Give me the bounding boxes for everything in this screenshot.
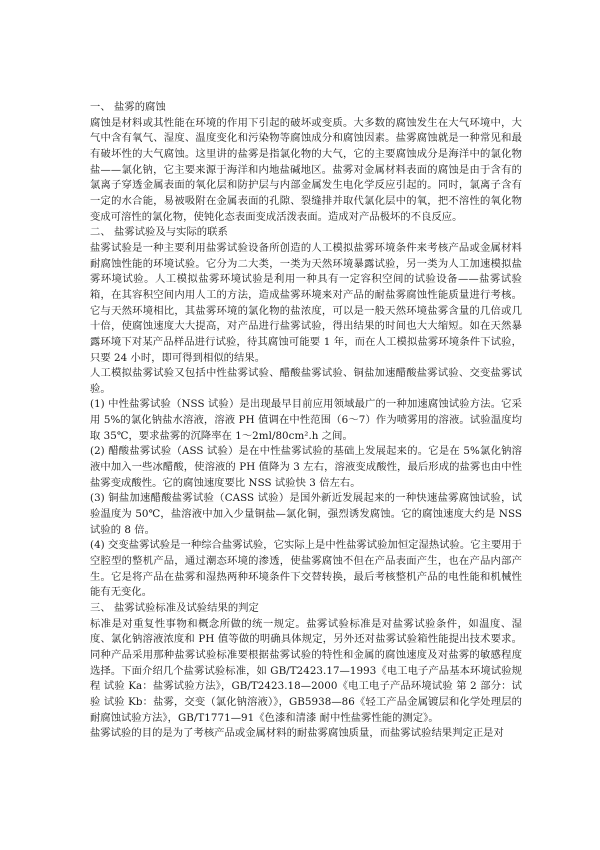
section-1-heading: 一、 盐雾的腐蚀: [90, 101, 166, 113]
section-1-paragraph: 腐蚀是材料或其性能在环境的作用下引起的破坏或变质。大多数的腐蚀发生在大气环境中，大气中含有氧气、湿度、温度变化和污染物等腐蚀成分和腐蚀因素。盐雾腐蚀就是一种常见和最有破坏性的大气腐蚀。这里讲的盐雾是指氯化物的大气，它的主要腐蚀成分是海洋中的氯化物盐——氯化钠，它主要来源于海洋和内地盐碱地区。盐雾对金属材料表面的腐蚀是由于含有的氯离子穿透金属表面的氧化层和防护层与内部金属发生电化学反应引起的。同时，氯离子含有一定的水合能，易被吸附在金属表面的孔隙、裂缝排并取代氯化层中的氧，把不溶性的氧化物变成可溶性的氯化物，使钝化态表面变成活泼表面。造成对产品极坏的不良反应。: [90, 116, 522, 223]
section-3-paragraph-1: 标准是对重复性事物和概念所做的统一规定。盐雾试验标准是对盐雾试验条件，如温度、湿度、氯化钠溶液浓度和 PH 值等做的明确具体规定，另外还对盐雾试验箱性能提出技术要求。同种产品采用那种盐雾试验标准要根据盐雾试验的特性和金属的腐蚀速度及对盐雾的敏感程度选择。下面介绍几个盐雾试验标准，如 GB/T2423.17—1993《电工电子产品基本环境试验规程 试验 Ka：盐雾试验方法》，GB/T2423.18—2000《电工电子产品环境试验 第 2 部分：试验 试验 Kb：盐雾，交变（氯化钠溶液）》，GB5938—86《轻工产品金属镀层和化学处理层的耐腐蚀试验方法》，GB/T1771—91《色漆和清漆 耐中性盐雾性能的测定》。: [90, 617, 522, 724]
list-item-nss: (1) 中性盐雾试验（NSS 试验）是出现最早目前应用领域最广的一种加速腐蚀试验方法。它采用 5%的氯化钠盐水溶液，溶液 PH 值调在中性范围（6～7）作为喷雾用的溶液。试验温度均取 35℃，要求盐雾的沉降率在 1～2ml/80cm².h 之间。: [90, 398, 522, 442]
list-item-ass: (2) 醋酸盐雾试验（ASS 试验）是在中性盐雾试验的基础上发展起来的。它是在 5%氯化钠溶液中加入一些冰醋酸，使溶液的 PH 值降为 3 左右，溶液变成酸性，最后形成的盐雾也由中性盐雾变成酸性。它的腐蚀速度要比 NSS 试验快 3 倍左右。: [90, 445, 522, 489]
list-item-alternating: (4) 交变盐雾试验是一种综合盐雾试验，它实际上是中性盐雾试验加恒定湿热试验。它主要用于空腔型的整机产品，通过潮态环境的渗透，使盐雾腐蚀不但在产品表面产生，也在产品内部产生。它是将产品在盐雾和湿热两种环境条件下交替转换，最后考核整机产品的电性能和机械性能有无变化。: [90, 539, 522, 599]
section-3-paragraph-2: 盐雾试验的目的是为了考核产品或金属材料的耐盐雾腐蚀质量，而盐雾试验结果判定正是对: [90, 727, 504, 740]
section-2-heading: 二、 盐雾试验及与实际的联系: [90, 226, 228, 239]
section-2-paragraph-1: 盐雾试验是一种主要利用盐雾试验设备所创造的人工模拟盐雾环境条件来考核产品或金属材料耐腐蚀性能的环境试验。它分为二大类，一类为天然环境暴露试验，另一类为人工加速模拟盐雾环境试验。人工模拟盐雾环境试验是利用一种具有一定容积空间的试验设备——盐雾试验箱，在其容积空间内用人工的方法，造成盐雾环境来对产品的耐盐雾腐蚀性能质量进行考核。它与天然环境相比，其盐雾环境的氯化物的盐浓度，可以是一般天然环境盐雾含量的几倍或几十倍，使腐蚀速度大大提高，对产品进行盐雾试验，得出结果的时间也大大缩短。如在天然暴露环境下对某产品样品进行试验，待其腐蚀可能要 1 年，而在人工模拟盐雾环境条件下试验，只要 24 小时，即可得到相似的结果。: [90, 241, 522, 364]
document-page: [90, 100, 522, 742]
section-3-heading: 三、 盐雾试验标准及试验结果的判定: [90, 602, 259, 614]
section-2-paragraph-2: 人工模拟盐雾试验又包括中性盐雾试验、醋酸盐雾试验、铜盐加速醋酸盐雾试验、交变盐雾试验。: [90, 367, 522, 395]
list-item-cass: (3) 铜盐加速醋酸盐雾试验（CASS 试验）是国外新近发展起来的一种快速盐雾腐蚀试验，试验温度为 50℃，盐溶液中加入少量铜盐—氯化铜，强烈诱发腐蚀。它的腐蚀速度大约是 NSS 试验的 8 倍。: [90, 492, 522, 536]
